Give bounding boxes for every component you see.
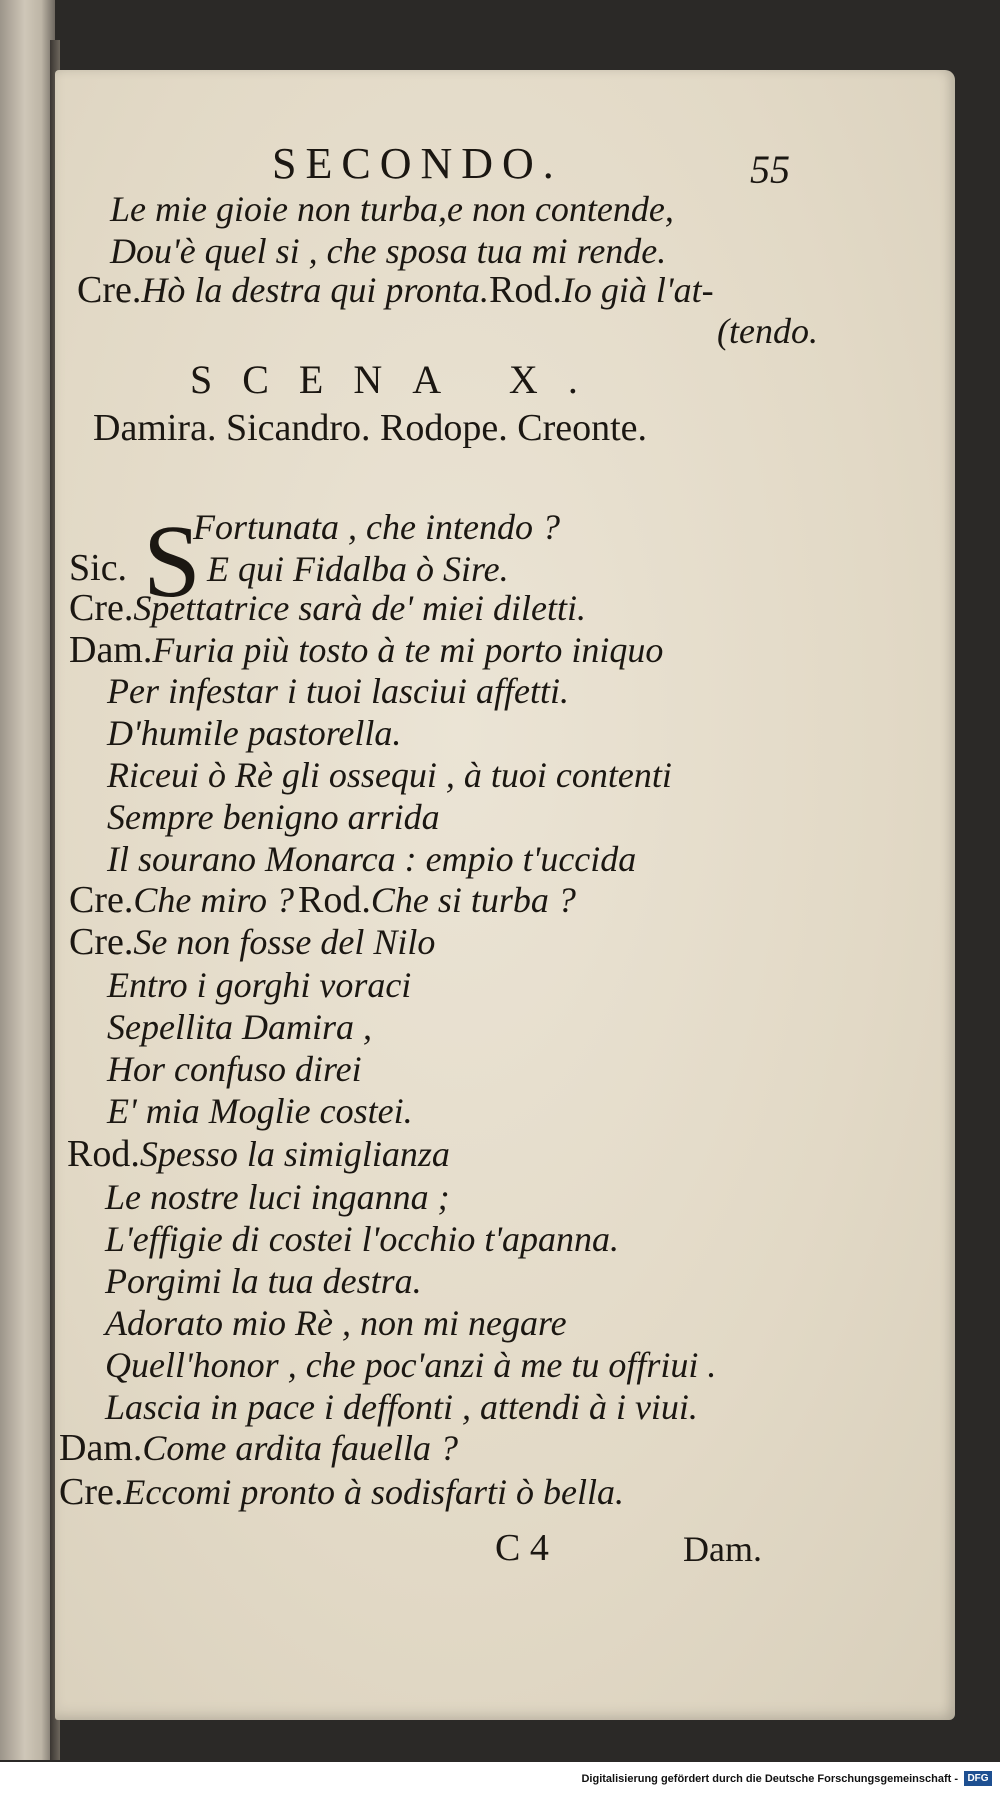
verse-line: Il sourano Monarca : empio t'uccida: [107, 839, 637, 879]
verse-text: Se non fosse del Nilo: [133, 922, 436, 962]
speaker-label: Cre.: [77, 269, 142, 311]
verse-text: Io già l'at-: [561, 270, 714, 310]
verse-line: Dou'è quel si , che sposa tua mi rende.: [110, 231, 667, 271]
verse-line: [69, 546, 127, 590]
verse-text: Che si turba ?: [370, 880, 576, 920]
verse-text: Spesso la simiglianza: [139, 1134, 450, 1174]
dfg-logo: DFG: [964, 1771, 992, 1786]
verse-line-continuation: (tendo.: [717, 311, 818, 351]
speaker-label: Cre.: [69, 587, 134, 629]
verse-text: Eccomi pronto à sodisfarti ò bella.: [123, 1472, 625, 1512]
verse-line: [77, 268, 714, 312]
verse-text: Che miro ?: [133, 880, 295, 920]
speaker-label: Dam.: [69, 629, 153, 671]
verse-text: Hò la destra qui pronta.: [141, 270, 490, 310]
verse-line: Per infestar i tuoi lasciui affetti.: [107, 671, 569, 711]
verse-line: L'effigie di costei l'occhio t'apanna.: [105, 1219, 620, 1259]
speaker-label: Dam.: [59, 1427, 143, 1469]
verse-line: Le nostre luci inganna ;: [105, 1177, 450, 1217]
verse-line: [69, 628, 663, 672]
verse-text: Furia più tosto à te mi porto iniquo: [152, 630, 664, 670]
verse-line: Adorato mio Rè , non mi negare: [105, 1303, 567, 1343]
verse-text: E qui Fidalba ò Sire.: [207, 549, 509, 589]
speaker-label: Rod.: [67, 1133, 140, 1175]
verse-text: Come ardita fauella ?: [142, 1428, 459, 1468]
signature-mark: C 4: [495, 1527, 549, 1569]
verse-text: Spettatrice sarà de' miei diletti.: [133, 588, 586, 628]
verse-line: Entro i gorghi voraci: [107, 965, 412, 1005]
verse-line: Sempre benigno arrida: [107, 797, 440, 837]
scene-heading: SCENA X.: [190, 357, 608, 402]
verse-line: Riceui ò Rè gli ossequi , à tuoi contenti: [107, 755, 672, 795]
verse-line: [67, 1132, 450, 1176]
verse-line: Hor confuso direi: [107, 1049, 362, 1089]
speaker-label: Cre.: [59, 1471, 124, 1513]
digitization-credit: Digitalisierung gefördert durch die Deutsche Forschungsgemeinschaft -: [581, 1773, 958, 1785]
facing-page-edge: [0, 0, 55, 1760]
speaker-label: Cre.: [69, 879, 134, 921]
book-page: [55, 70, 955, 1720]
verse-line: [69, 586, 586, 630]
speaker-label: Rod.: [489, 269, 562, 311]
speaker-label: Rod.: [298, 879, 371, 921]
page-number: 55: [750, 147, 790, 192]
verse-line: [69, 878, 576, 922]
verse-line: [59, 1426, 458, 1470]
verse-line: Quell'honor , che poc'anzi à me tu offriui .: [105, 1345, 717, 1385]
verse-line: Porgimi la tua destra.: [105, 1261, 422, 1301]
verse-line: D'humile pastorella.: [107, 713, 402, 753]
verse-line: Sepellita Damira ,: [107, 1007, 372, 1047]
scene-characters: Damira. Sicandro. Rodope. Creonte.: [93, 407, 648, 449]
speaker-label: Sic.: [69, 547, 128, 589]
verse-line: E' mia Moglie costei.: [107, 1091, 413, 1131]
catchword: Dam.: [683, 1529, 762, 1569]
verse-line: [69, 920, 435, 964]
verse-line: Fortunata , che intendo ?: [193, 507, 560, 547]
verse-line: Lascia in pace i deffonti , attendi à i viui.: [105, 1387, 698, 1427]
verse-line: [59, 1470, 624, 1514]
verse-line: Le mie gioie non turba,e non contende,: [110, 189, 674, 229]
drop-cap: S: [143, 504, 201, 619]
running-header: SECONDO.: [272, 139, 563, 188]
speaker-label: Cre.: [69, 921, 134, 963]
